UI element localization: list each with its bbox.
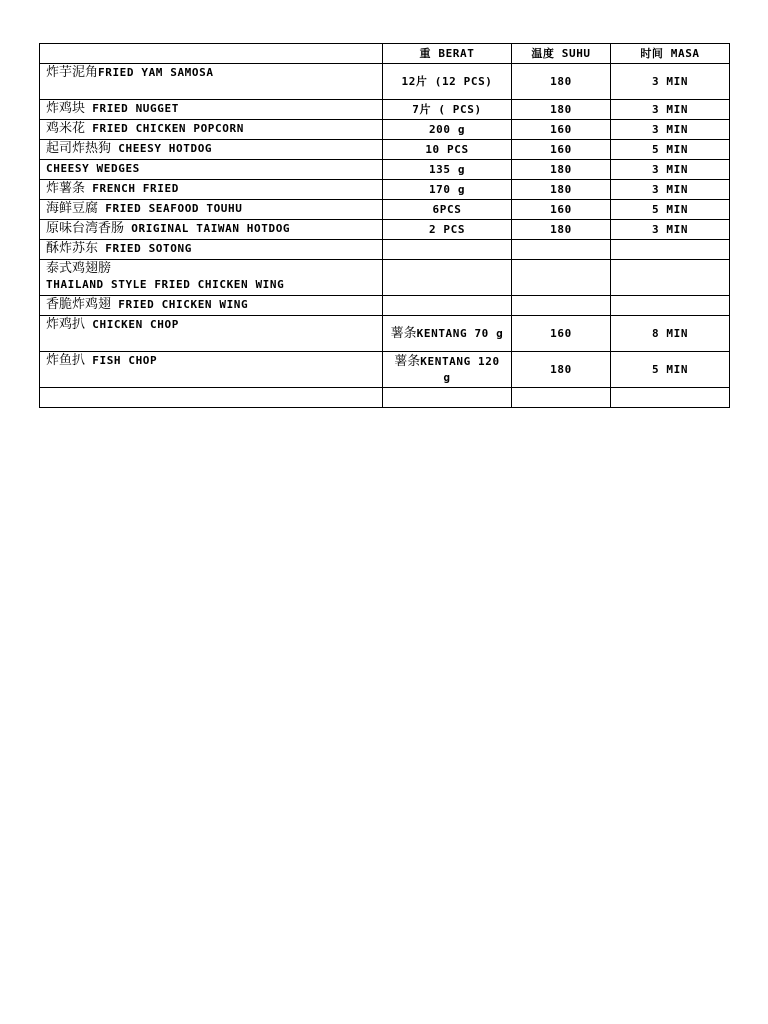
suhu-cell: 180 [512,100,611,120]
berat-cell: 200 g [383,120,512,140]
suhu-cell: 180 [512,220,611,240]
suhu-cell: 180 [512,180,611,200]
masa-cell: 8 MIN [611,316,730,352]
item-name-en: FRIED SOTONG [105,242,192,255]
item-name-zh: 炸鸡块 [46,101,86,116]
berat-cell: 10 PCS [383,140,512,160]
item-name-en: CHEESY HOTDOG [118,142,213,155]
item-name-en: FRIED YAM SAMOSA [98,66,214,79]
item-name-zh: 香脆炸鸡翅 [46,297,112,312]
item-cell [40,220,383,240]
header-berat: 重 BERAT [383,44,512,64]
suhu-cell: 160 [512,120,611,140]
item-cell [40,200,383,220]
item-name-zh: 炸鸡扒 [46,317,86,332]
berat-cell [383,316,512,352]
berat-cell [383,260,512,296]
item-name-en: FRIED NUGGET [92,102,179,115]
item-cell [40,260,383,296]
berat-cell: 7片 ( PCS) [383,100,512,120]
item-name-zh: 酥炸苏东 [46,241,99,256]
item-cell [40,296,383,316]
item-cell [40,352,383,388]
masa-cell: 3 MIN [611,160,730,180]
suhu-cell: 160 [512,200,611,220]
menu-table [39,43,730,408]
masa-cell [611,240,730,260]
item-cell [40,140,383,160]
berat-cell: 12片 (12 PCS) [383,64,512,100]
item-name-en: FISH CHOP [92,354,158,367]
berat-zh: 薯条 [394,353,421,369]
item-name-en: FRIED CHICKEN POPCORN [92,122,244,135]
item-name-zh: 炸鱼扒 [46,353,86,368]
item-name-zh: 起司炸热狗 [46,141,112,156]
table-row [40,200,730,220]
item-name-zh: 海鲜豆腐 [46,201,99,216]
header-masa: 时间 MASA [611,44,730,64]
item-name-zh: 泰式鸡翅膀 [46,261,112,276]
berat-value: KENTANG 120 g [420,354,500,384]
masa-cell: 3 MIN [611,100,730,120]
item-cell [40,388,383,408]
masa-cell [611,296,730,316]
suhu-cell: 160 [512,140,611,160]
berat-cell: 2 PCS [383,220,512,240]
table-row [40,260,730,296]
item-name-en: ORIGINAL TAIWAN HOTDOG [131,222,291,235]
masa-cell: 3 MIN [611,120,730,140]
header-suhu: 温度 SUHU [512,44,611,64]
masa-cell: 5 MIN [611,140,730,160]
suhu-cell [512,296,611,316]
suhu-cell [512,260,611,296]
item-name-en: CHICKEN CHOP [92,318,179,331]
item-cell [40,316,383,352]
table-row [40,140,730,160]
item-cell [40,100,383,120]
berat-cell [383,352,512,388]
table-row [40,240,730,260]
berat-cell [383,388,512,408]
berat-cell: 6PCS [383,200,512,220]
berat-cell: 135 g [383,160,512,180]
item-cell [40,180,383,200]
header-item [40,44,383,64]
item-name-zh: 炸芋泥角 [46,65,99,80]
berat-value: KENTANG 70 g [416,326,504,340]
item-name-zh: 原味台湾香肠 [46,221,125,236]
table-row [40,100,730,120]
item-name-en: FRIED CHICKEN WING [118,298,249,311]
item-cell [40,64,383,100]
suhu-cell: 160 [512,316,611,352]
item-name-zh: 炸薯条 [46,181,86,196]
item-name-en: FRENCH FRIED [92,182,179,195]
berat-cell [383,296,512,316]
table-row [40,180,730,200]
masa-cell: 5 MIN [611,200,730,220]
item-cell [40,160,383,180]
item-name-en: THAILAND STYLE FRIED CHICKEN WING [46,278,285,291]
suhu-cell [512,240,611,260]
suhu-cell: 180 [512,352,611,388]
item-name-zh: 鸡米花 [46,121,86,136]
item-name-en: FRIED SEAFOOD TOUHU [105,202,243,215]
suhu-cell: 180 [512,160,611,180]
masa-cell [611,388,730,408]
berat-cell [383,240,512,260]
table-row [40,388,730,408]
masa-cell: 3 MIN [611,180,730,200]
masa-cell: 3 MIN [611,64,730,100]
table-row [40,352,730,388]
masa-cell [611,260,730,296]
masa-cell: 5 MIN [611,352,730,388]
header-row [40,44,730,64]
table-row [40,316,730,352]
table-row [40,296,730,316]
suhu-cell [512,388,611,408]
item-name-en: CHEESY WEDGES [46,162,140,175]
table-row [40,120,730,140]
masa-cell: 3 MIN [611,220,730,240]
berat-cell: 170 g [383,180,512,200]
suhu-cell: 180 [512,64,611,100]
table-row [40,64,730,100]
berat-zh: 薯条 [390,325,417,341]
table-row [40,160,730,180]
table-row [40,220,730,240]
item-cell [40,240,383,260]
item-cell [40,120,383,140]
